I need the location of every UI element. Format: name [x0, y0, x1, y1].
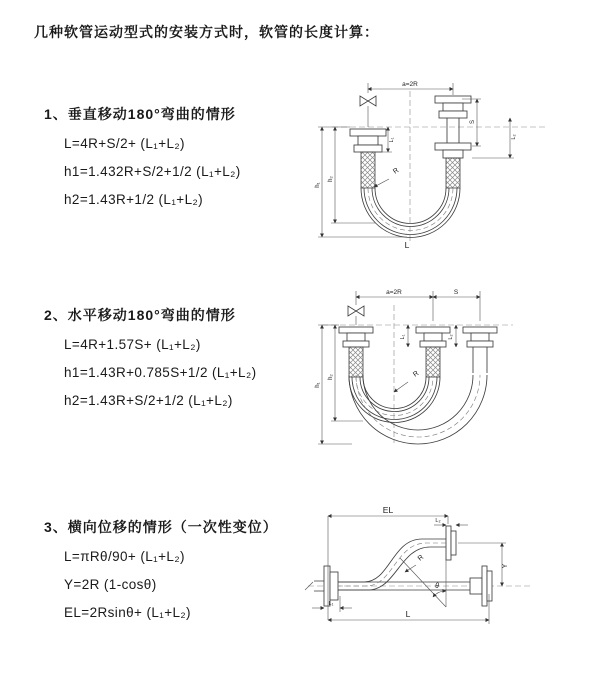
radius-label: R: [416, 553, 426, 563]
formula-h2: h2=1.43R+S/2+1/2 (L₁+L₂): [64, 393, 233, 408]
dim-label-h2: h₂: [328, 374, 334, 380]
radius-callout: [394, 370, 420, 392]
valve-icon: [348, 306, 364, 316]
dim-label-h2: h₂: [328, 176, 334, 182]
left-pipe-flange: [350, 129, 386, 188]
radius-label: R: [412, 370, 421, 379]
upper-right-flange: [446, 526, 456, 560]
valve-icon: [360, 96, 376, 106]
section-lateral-displacement: [44, 517, 278, 627]
angle-construction: [400, 530, 446, 607]
left-pipe-flange: [339, 327, 373, 377]
section-vertical-180: [44, 104, 241, 214]
length-label-L: L: [404, 240, 410, 250]
formula-L: L=4R+S/2+ (L₁+L₂): [64, 136, 185, 151]
dim-label-h1: h₁: [315, 382, 321, 388]
dim-label-L: L: [405, 609, 411, 619]
dimension-S: [462, 99, 481, 146]
dimension-L1: [400, 325, 408, 347]
dimension-L2: [434, 518, 468, 525]
dimension-L: [328, 594, 489, 624]
angle-label-theta: θ: [435, 583, 439, 590]
braided-hose-section: [361, 152, 375, 188]
dimension-EL: [328, 505, 448, 620]
right-pipe-flange: [435, 96, 471, 188]
dim-label-L1: L₁: [328, 601, 334, 607]
radius-callout: [374, 167, 400, 187]
dimension-top-S: [433, 289, 480, 297]
dim-label-a2R: a=2R: [402, 81, 418, 88]
section-3-heading: 3、横向位移的情形（一次性变位）: [44, 519, 278, 535]
right-pipe-flange: [463, 327, 497, 373]
formula-EL: EL=2Rsinθ+ (L₁+L₂): [64, 605, 191, 620]
dim-label-L2: L₂: [511, 134, 517, 140]
dimension-L2: [472, 118, 517, 158]
formula-L: L=4R+1.57S+ (L₁+L₂): [64, 337, 201, 352]
dim-label-L1: L₁: [400, 334, 406, 340]
dimension-top-a2R: [368, 81, 453, 127]
dim-label-S: S: [470, 119, 476, 125]
diagram-horizontal-180-bend: [308, 285, 600, 460]
braided-hose-section: [446, 158, 460, 188]
page-title: 几种软管运动型式的安装方式时，软管的长度计算：: [34, 24, 379, 40]
diagram-lateral-displacement: [300, 500, 600, 660]
dim-label-L1: L₁: [389, 137, 395, 143]
formula-h2: h2=1.43R+1/2 (L₁+L₂): [64, 192, 204, 207]
dim-label-S: S: [453, 289, 459, 296]
radius-label: R: [392, 167, 401, 176]
braided-hose-section: [426, 347, 440, 377]
braided-hose-section: [349, 347, 363, 377]
diagram-vertical-180-bend: [310, 75, 600, 255]
section-1-heading: 1、垂直移动180°弯曲的情形: [44, 106, 236, 122]
formula-L: L=πRθ/90+ (L₁+L₂): [64, 549, 185, 564]
u-bend-hose: [361, 188, 460, 238]
dim-label-h1: h₁: [315, 182, 321, 188]
dim-label-a2R: a=2R: [386, 289, 402, 296]
dimension-top-a2R: [356, 289, 480, 325]
formula-h1: h1=1.43R+0.785S+1/2 (L₁+L₂): [64, 365, 257, 380]
section-horizontal-180: [44, 305, 256, 415]
dim-label-Y: Y: [502, 563, 509, 569]
dim-label-EL: EL: [382, 505, 394, 515]
dim-label-L2: L₂: [448, 334, 454, 340]
middle-pipe-flange: [416, 327, 450, 377]
formula-h1: h1=1.432R+S/2+1/2 (L₁+L₂): [64, 164, 241, 179]
u-bend-position-2: [349, 375, 487, 444]
formula-Y: Y=2R (1-cosθ): [64, 577, 157, 592]
dim-label-L2: L₂: [435, 518, 441, 524]
section-2-heading: 2、水平移动180°弯曲的情形: [44, 307, 236, 323]
